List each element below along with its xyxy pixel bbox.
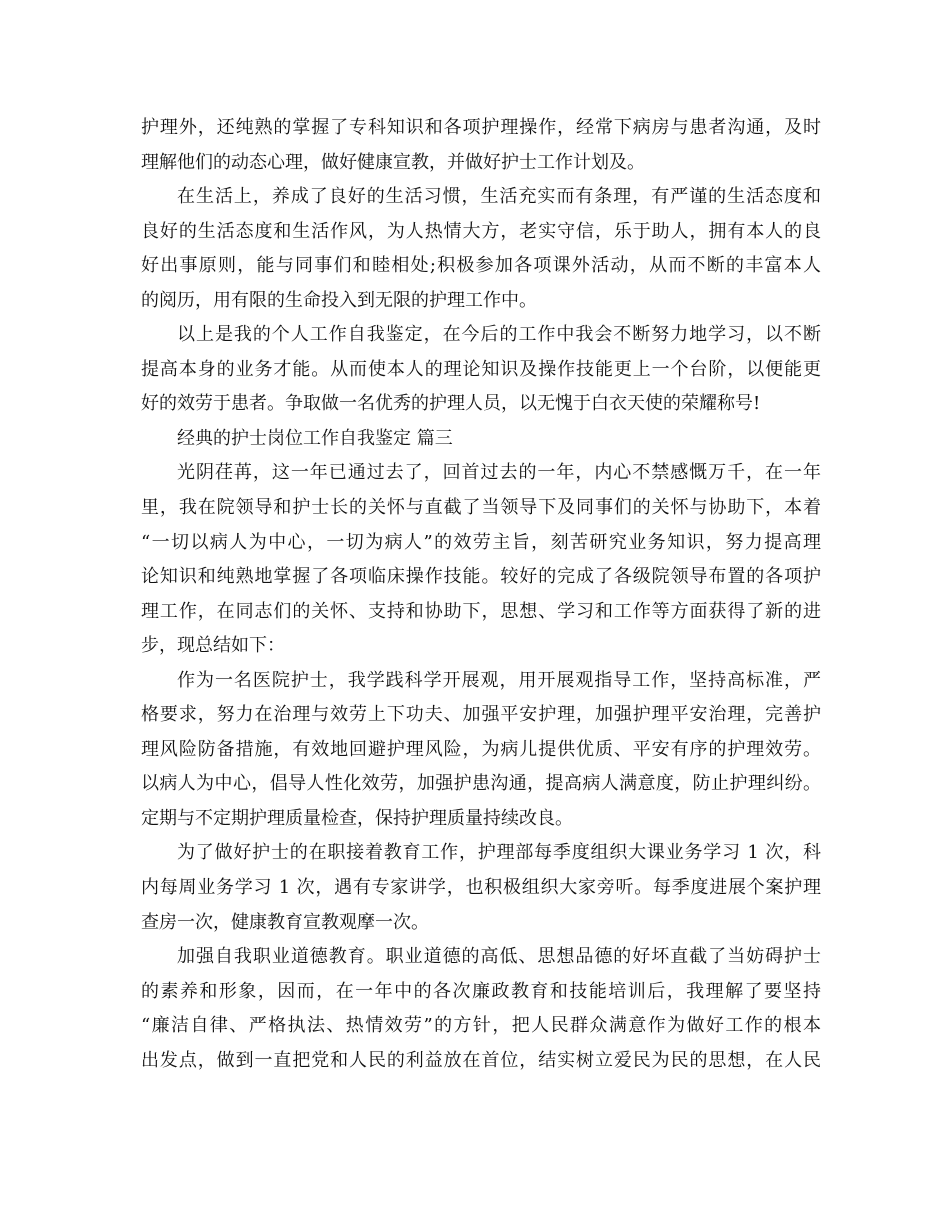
text-line: 作为一名医院护士，我学践科学开展观，用开展观指导工作，坚持高标准，严 [177, 669, 821, 691]
text-line: “廉洁自律、严格执法、热情效劳”的方针，把人民群众满意作为做好工作的根本 [141, 1015, 821, 1037]
text-line: 加强自我职业道德教育。职业道德的高低、思想品德的好坏直截了当妨碍护士 [177, 946, 821, 968]
text-line: 理工作，在同志们的关怀、支持和协助下，思想、学习和工作等方面获得了新的进 [141, 600, 821, 622]
text-line: 查房一次，健康教育宣教观摩一次。 [141, 911, 429, 933]
text-line: 在生活上，养成了良好的生活习惯，生活充实而有条理，有严谨的生活态度和 [177, 186, 821, 208]
text-line: 定期与不定期护理质量检查，保持护理质量持续改良。 [141, 807, 573, 829]
text-line: 理风险防备措施，有效地回避护理风险，为病儿提供优质、平安有序的护理效劳。 [141, 738, 821, 760]
text-line: 以上是我的个人工作自我鉴定，在今后的工作中我会不断努力地学习，以不断 [177, 324, 821, 346]
text-line: 经典的护士岗位工作自我鉴定 篇三 [177, 427, 453, 449]
text-line: 格要求，努力在治理与效劳上下功夫、加强平安护理，加强护理平安治理，完善护 [141, 704, 821, 726]
text-line: 理解他们的动态心理，做好健康宣教，并做好护士工作计划及。 [141, 151, 645, 173]
text-line: 好出事原则，能与同事们和睦相处;积极参加各项课外活动，从而不断的丰富本人 [141, 255, 821, 277]
text-line: 为了做好护士的在职接着教育工作，护理部每季度组织大课业务学习 1 次，科 [177, 842, 821, 864]
text-line: 提高本身的业务才能。从而使本人的理论知识及操作技能更上一个台阶，以便能更 [141, 358, 821, 380]
text-line: 里，我在院领导和护士长的关怀与直截了当领导下及同事们的关怀与协助下，本着 [141, 497, 821, 519]
text-line: 论知识和纯熟地掌握了各项临床操作技能。较好的完成了各级院领导布置的各项护 [141, 566, 821, 588]
text-line: 良好的生活态度和生活作风，为人热情大方，老实守信，乐于助人，拥有本人的良 [141, 220, 821, 242]
text-line: 护理外，还纯熟的掌握了专科知识和各项护理操作，经常下病房与患者沟通，及时 [141, 117, 821, 138]
text-line: 出发点，做到一直把党和人民的利益放在首位，结实树立爱民为民的思想，在人民 [141, 1049, 821, 1071]
text-line: 内每周业务学习 1 次，遇有专家讲学，也积极组织大家旁听。每季度进展个案护理 [141, 877, 821, 899]
text-line: 光阴荏苒，这一年已通过去了，回首过去的一年，内心不禁感慨万千，在一年 [177, 462, 821, 484]
text-line: 好的效劳于患者。争取做一名优秀的护理人员，以无愧于白衣天使的荣耀称号! [141, 393, 761, 415]
text-line: “一切以病人为中心，一切为病人”的效劳主旨，刻苦研究业务知识，努力提高理 [141, 531, 821, 553]
document-body [141, 111, 821, 1078]
text-line: 的阅历，用有限的生命投入到无限的护理工作中。 [141, 289, 537, 311]
text-line: 以病人为中心，倡导人性化效劳，加强护患沟通，提高病人满意度，防止护理纠纷。 [141, 773, 821, 795]
text-line: 步，现总结如下： [141, 635, 285, 657]
text-line: 的素养和形象，因而，在一年中的各次廉政教育和技能培训后，我理解了要坚持 [141, 980, 821, 1002]
